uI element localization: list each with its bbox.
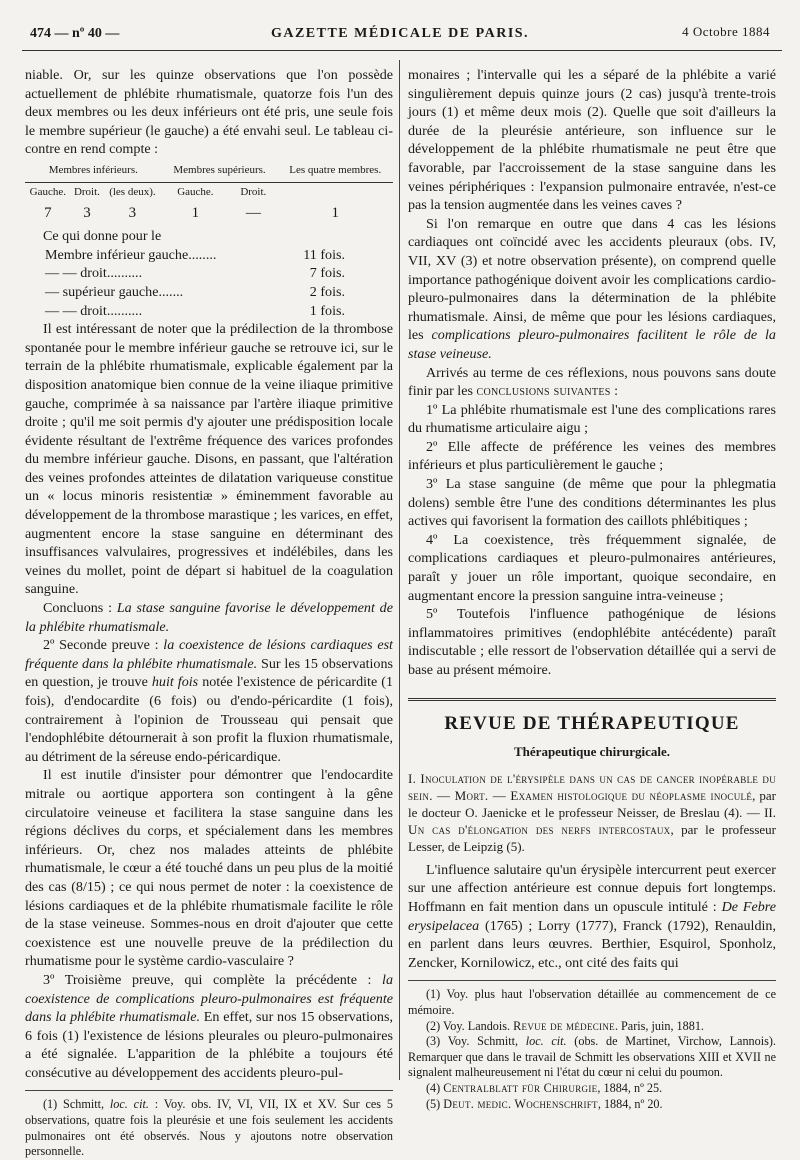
table-row <box>25 203 393 223</box>
issue-date: 4 Octobre 1884 <box>682 24 770 39</box>
page-header <box>30 24 770 46</box>
paragraph: Concluons : La stase sanguine favorise le développement de la phlébite rhumatismale. <box>25 600 393 635</box>
conclusion-item: 4º La coexistence, très fréquemment signalée, de complications cardiaques et pleuro-pulmonaires antérieures, paraît y jouer un rôle important, quoique secondaire, en augmentant encore la pression sanguine intra-veineuse ; <box>408 531 776 604</box>
calc-label: — — droit.......... <box>45 265 143 282</box>
table-col-header: Droit. <box>240 185 267 198</box>
journal-title: GAZETTE MÉDICALE DE PARIS. <box>270 26 530 41</box>
calc-value: 1 fois. <box>309 302 345 319</box>
column-divider <box>399 60 400 1080</box>
calc-value: 2 fois. <box>309 283 345 300</box>
table-group-header: Membres inférieurs. <box>25 161 162 182</box>
calc-row <box>45 264 393 283</box>
paragraph: monaires ; l'intervalle qui les a séparé de la phlébite a varié singulièrement depuis quinze jours (2 cas) jusqu'à trente-trois jours (1) et même deux mois (2). Quelle que soit d'ailleurs la durée de la pleurésie antérieure, son influence sur le développement de la phlébite rhumatismale ne peut être que favorable, par l'accroissement de la stase sanguine dans les veines périphériques : l'expansion pulmonaire entravée, n'est-ce pas la tension augmentée dans les veines caves ? <box>408 67 776 214</box>
table-cell: 1 <box>191 205 200 222</box>
calc-value: 11 fois. <box>303 246 345 263</box>
table-cell: 3 <box>128 205 137 222</box>
conclusion-item: 2º Elle affecte de préférence les veines des membres inférieurs et plus particulièrement le gauche ; <box>408 438 776 474</box>
footnote: (5) Deut. medic. Wochenschrift, 1884, nº 20. <box>426 1096 663 1111</box>
calc-list <box>45 246 393 320</box>
calc-intro: Ce qui donne pour le <box>43 228 162 245</box>
calc-value: 7 fois. <box>309 265 345 282</box>
calc-row <box>45 283 393 302</box>
table-group-header: Membres supérieurs. <box>162 161 278 182</box>
calc-label: — supérieur gauche....... <box>45 283 184 300</box>
paragraph: Il est inutile d'insister pour démontrer que l'endocardite mitrale ou aortique apportera son contingent à la gêne circulatoire veineuse et facilitera la stase sanguine dans les régions déclives du corps, et spécialement dans les membres inférieurs. Or, chez nos malades atteints de phlébite rhumatismale, le cœur a été touché dans un peu plus de la moitié des cas (8/15) ; ce qui nous permet de noter : la coexistence de lésions cardiaques et de la phlébite rhumatismale facilite le rôle de la stase veineuse. Sommes-nous en droit d'ajouter que cette coexistence est une nouvelle preuve de la prédilection du rhumatisme pour le système cardio-vasculaire ? <box>25 767 393 970</box>
page-number: 474 — nº 40 — <box>30 26 120 41</box>
paragraph: L'influence salutaire qu'un érysipèle intercurrent peut exercer sur une affection antérieure est connue depuis fort longtemps. Hoffmann en fait mention dans un opuscule intitulé : De Febre erysipelacea (1765) ; Lorry (1777), Franck (1792), Renauldin, en parlent dans leurs œuvres. Berthier, Esquirol, Sponholz, Zencker, Kornilowicz, etc., ont cité des faits qui <box>408 861 776 971</box>
limb-table <box>25 161 393 223</box>
calc-row <box>45 302 393 321</box>
conclusion-item: 5º Toutefois l'influence pathogénique de lésions inflammatoires primitives (endophlébite antécédente) paraît indiscutable ; elle ressort de l'observation détaillée qui a servi de base au présent mémoire. <box>408 606 776 678</box>
paragraph: Si l'on remarque en outre que dans 4 cas les lésions cardiaques ont coïncidé avec les accidents pleuraux (obs. IV, VII, XV (3) et notre observation présente), on comprend quelle importance pathogénique doivent avoir les complications cardio-pleuro-pulmonaires dans la détermination de la phlébite rhumatismale. Ainsi, de même que pour les lésions cardiaques, les complications pleuro-pulmonaires facilitent le rôle de la stase veineuse. <box>408 215 776 362</box>
header-rule <box>22 50 782 51</box>
calc-row <box>45 246 393 265</box>
footnote: (4) Centralblatt für Chirurgie, 1884, nº 25. <box>426 1080 663 1095</box>
table-cell: 3 <box>83 205 91 222</box>
left-column <box>25 66 393 1160</box>
calc-label: — — droit.......... <box>45 302 143 319</box>
paragraph: 3º Troisième preuve, qui complète la précédente : la coexistence de complications pleuro-pulmonaires est fréquente dans la phlébite rhumatismale. En effet, sur nos 15 observations, 6 fois (1) l'existence de lésions pleurales ou pleuro-pulmonaires a été signalée. L'apparition de la phlébite a toujours été consécutive au développement des accidents pleuro-pul- <box>25 971 393 1081</box>
table-col-header: Gauche. <box>29 185 66 198</box>
footnote-divider <box>408 980 776 981</box>
table-col-header: Droit. <box>73 185 100 198</box>
conclusion-item: 3º La stase sanguine (de même que pour la phlegmatia dolens) semble être l'une des conditions déterminantes les plus actives qui favorisent la formation des caillots phlébitiques ; <box>408 476 776 530</box>
review-entry: I. Inoculation de l'érysipèle dans un cas de cancer inopérable du sein. — Mort. — Examen histologique du néoplasme inoculé, par le docteur O. Jaenicke et le professeur Neisser, de Breslau (4). — II. Un cas d'élongation des nerfs intercostaux, par le professeur Lesser, de Leipzig (5). <box>408 770 776 854</box>
paragraph: Il est intéressant de noter que la prédilection de la thrombose spontanée pour le membre inférieur gauche se retrouve ici, sur le terrain de la phlébite rhumatismale, explicable également par la disposition anatomique bien connue de la veine iliaque primitive gauche, comprimée à sa naissance par l'artère iliaque primitive droite ; qu'il me soit permis d'y ajouter une prédisposition locale évidente résultant de l'extrême fréquence des varices profondes du membre inférieur gauche. Disons, en passant, que l'altération des veines profondes atteintes de dilatation variqueuse constitue un « locus minoris resistentiæ » éminemment favorable au développement de la thrombose marastique ; les varices, en effet, augmentent encore la stase sanguine en déterminant des insuffisances valvulaires, progressives et indélébiles, dans les veines du mollet, point de départ si habituel de la coagulation sanguine. <box>25 321 393 598</box>
table-group-header: Les quatre membres. <box>277 161 393 182</box>
table-col-header: (les deux). <box>109 185 156 198</box>
footnote: (3) Voy. Schmitt, loc. cit. (obs. de Martinet, Virchow, Lannois). Remarquer que dans le travail de Schmitt les observations XIII et XVII ne signalent malheureusement ni l'état du cœur ni celui du poumon. <box>408 1034 776 1080</box>
section-subtitle: Thérapeutique chirurgicale. <box>514 744 670 760</box>
calc-label: Membre inférieur gauche........ <box>45 246 217 263</box>
paragraph: niable. Or, sur les quinze observations que l'on possède actuellement de phlébite rhumatismale, quatorze fois l'un des deux membres ou les deux inférieurs ont été pris, une seule fois le membre supérieur (le gauche) a été envahi seul. Le tableau ci-contre en rend compte : <box>25 67 393 158</box>
footnote: (1) Voy. plus haut l'observation détaillée au commencement de ce mémoire. <box>408 987 776 1017</box>
conclusion-item: 1º La phlébite rhumatismale est l'une des complications rares du rhumatisme articulaire aigu ; <box>408 401 776 437</box>
table-cell: 1 <box>331 205 339 222</box>
paragraph: Arrivés au terme de ces réflexions, nous pouvons sans doute finir par les conclusions suivantes : <box>408 364 776 400</box>
section-divider <box>408 698 776 701</box>
section-title: REVUE DE THÉRAPEUTIQUE <box>444 712 740 734</box>
footnote: (2) Voy. Landois. Revue de médecine. Paris, juin, 1881. <box>426 1018 704 1033</box>
paragraph: 2º Seconde preuve : la coexistence de lésions cardiaques est fréquente dans la phlébite rhumatismale. Sur les 15 observations en question, je trouve huit fois notée l'existence de péricardite (1 fois), d'endocardite (6 fois) ou d'endo-péricardite (1 fois), contrairement à l'opinion de Trousseau qui pensait que l'endophlébite détournerait à son profit la fluxion rhumatismale, au détriment de la séreuse endo-péricardique. <box>25 637 393 765</box>
table-col-header: Gauche. <box>177 185 214 198</box>
table-cell: — <box>245 205 261 222</box>
footnote: (1) Schmitt, loc. cit. : Voy. obs. IV, VI, VII, IX et XV. Sur ces 5 observations, quatre fois la pleurésie et une fois seulement les accidents pulmonaires ont été observés. Nous y ajoutons notre observation personnelle. <box>25 1097 393 1159</box>
table-cell: 7 <box>44 205 52 222</box>
right-column <box>408 66 776 1112</box>
footnote-divider <box>25 1090 393 1091</box>
